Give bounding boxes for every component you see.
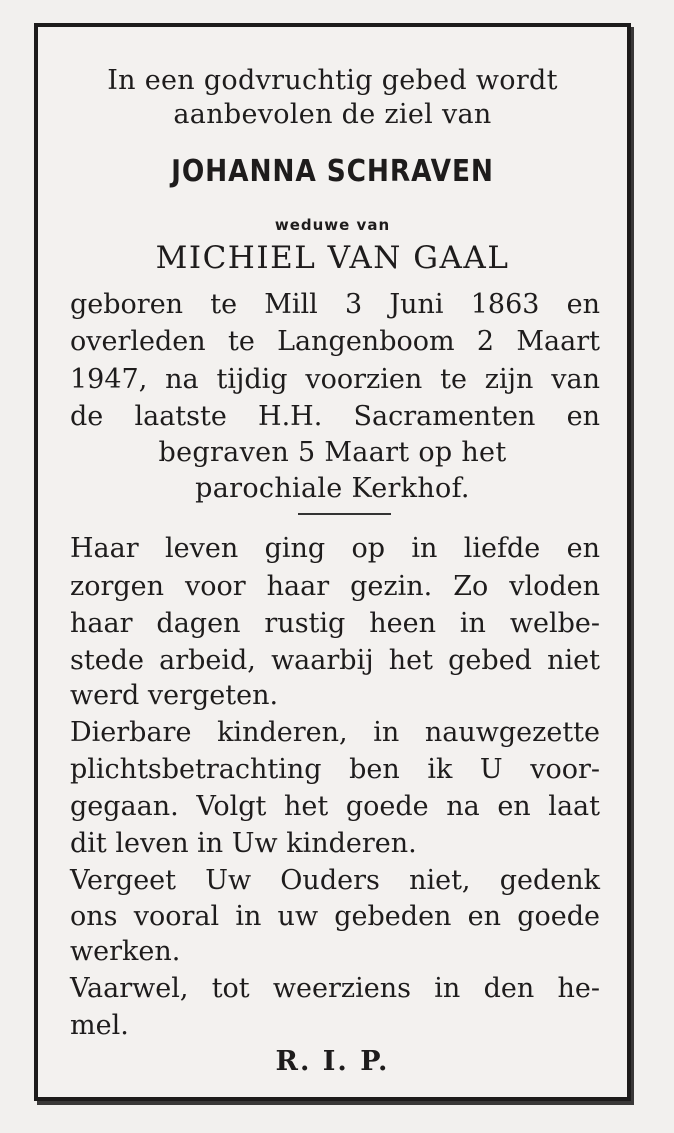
divider <box>298 513 391 515</box>
intro-line-1: In een godvruchtig gebed wordt <box>107 65 558 96</box>
verse-line: stede arbeid, waarbij het gebed niet <box>70 645 600 676</box>
bio-line: begraven 5 Maart op het <box>158 437 507 468</box>
bio-line: de laatste H.H. Sacramenten en <box>70 401 600 432</box>
verse-line: Haar leven ging op in liefde en <box>70 533 600 564</box>
verse-line: werd vergeten. <box>70 680 279 711</box>
relation-label: weduwe van <box>274 216 391 234</box>
verse-line: gegaan. Volgt het goede na en laat <box>70 791 600 822</box>
bio-line: 1947, na tijdig voorzien te zijn van <box>70 364 600 395</box>
intro-line-2: aanbevolen de ziel van <box>173 99 492 130</box>
memorial-card <box>34 23 631 1101</box>
closing-rip: R. I. P. <box>275 1046 390 1077</box>
verse-line: plichtsbetrachting ben ik U voor- <box>70 754 600 785</box>
bio-line: overleden te Langenboom 2 Maart <box>70 326 600 357</box>
verse-line: Dierbare kinderen, in nauwgezette <box>70 717 600 748</box>
spouse-name: MICHIEL VAN GAAL <box>155 240 510 276</box>
bio-line: geboren te Mill 3 Juni 1863 en <box>70 289 600 320</box>
verse-line: dit leven in Uw kinderen. <box>70 828 417 859</box>
verse-line: Vergeet Uw Ouders niet, gedenk <box>70 865 600 896</box>
verse-line: ons vooral in uw gebeden en goede <box>70 901 600 932</box>
verse-line: haar dagen rustig heen in welbe- <box>70 608 600 639</box>
deceased-name: JOHANNA SCHRAVEN <box>171 154 494 189</box>
verse-line: zorgen voor haar gezin. Zo vloden <box>70 571 600 602</box>
verse-line: mel. <box>70 1010 129 1041</box>
bio-line: parochiale Kerkhof. <box>195 473 470 504</box>
verse-line: werken. <box>70 936 181 967</box>
verse-line: Vaarwel, tot weerziens in den he- <box>70 973 600 1004</box>
